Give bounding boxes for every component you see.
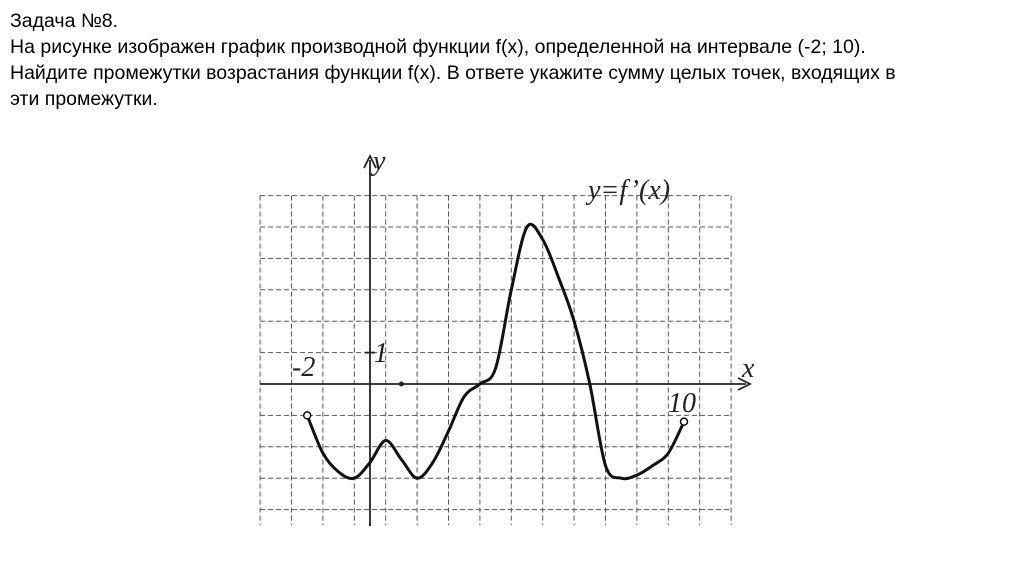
problem-line-2: Найдите промежутки возрастания функции f(x). В ответе укажите сумму целых точек, входящих в	[10, 62, 896, 84]
label-x-minus-2: -2	[292, 352, 316, 383]
open-endpoint-right	[681, 418, 688, 425]
grid-lines	[260, 196, 731, 526]
x-axis-label: x	[742, 353, 755, 384]
curve-label: y=f’(x)	[588, 175, 671, 206]
problem-line-1: На рисунке изображен график производной функции f(x), определенной на интервале (-2; 10).	[10, 36, 866, 58]
derivative-curve	[307, 224, 684, 478]
axes	[260, 156, 750, 526]
open-endpoint-left	[304, 412, 311, 419]
label-x-10: 10	[668, 388, 696, 419]
y-axis-label: y	[373, 146, 386, 177]
label-y-1: 1	[374, 338, 388, 369]
problem-line-3: эти промежутки.	[10, 88, 158, 110]
problem-title: Задача №8.	[10, 10, 119, 32]
unit-tick-dot	[399, 382, 404, 387]
